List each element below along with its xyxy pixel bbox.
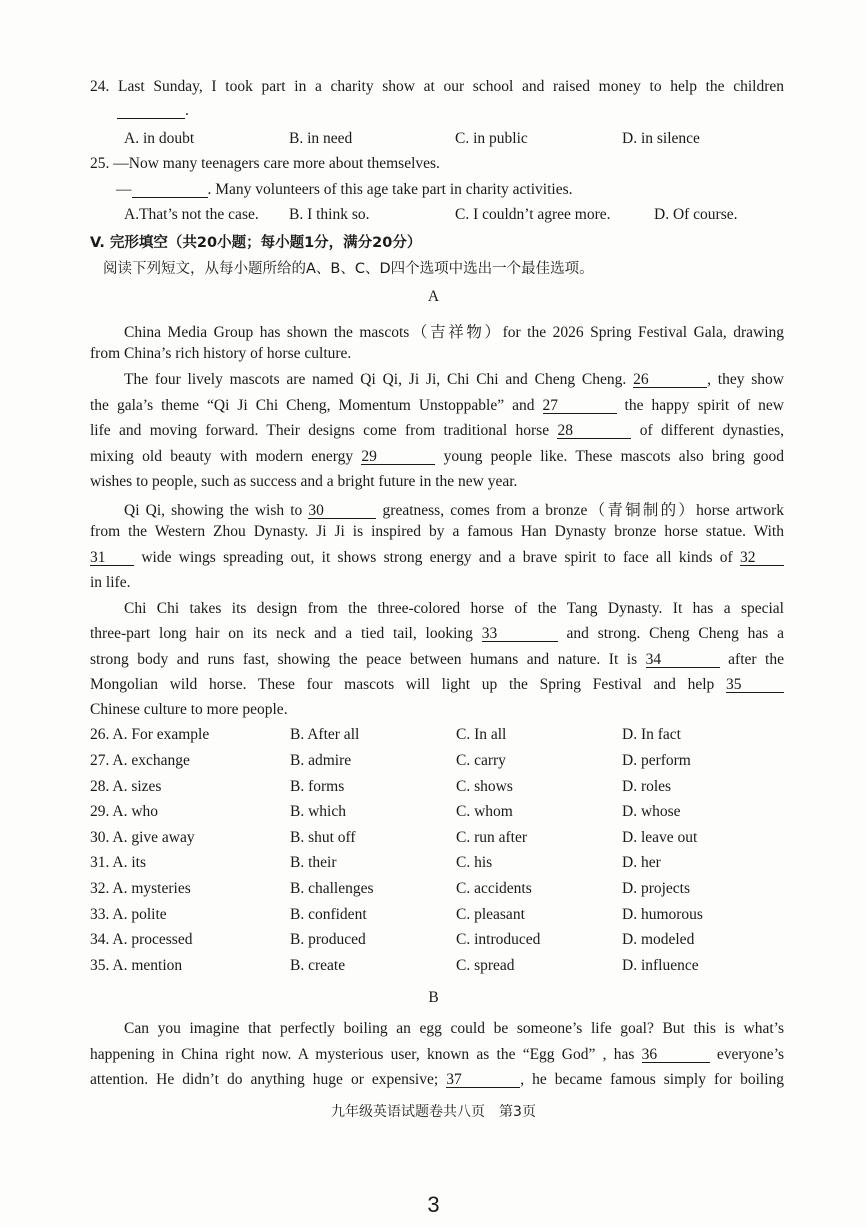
option-27c: C. carry (456, 752, 506, 769)
option-33d: D. humorous (622, 906, 703, 923)
section-instruction: 阅读下列短文，从每小题所给的A、B、C、D四个选项中选出一个最佳选项。 (103, 261, 594, 277)
passage-a-line-12: Chi Chi takes its design from the three-colored horse of the Tang Dynasty. It has a special (124, 600, 784, 617)
option-28b: B. forms (290, 778, 345, 795)
text-segment: greatness, comes from a bronze（青铜制的）horse artwork (382, 502, 784, 519)
text-segment: and strong. Cheng Cheng has a (566, 625, 785, 642)
option-31b: B. their (290, 854, 337, 871)
option-32d: D. projects (622, 880, 691, 897)
option-33c: C. pleasant (456, 906, 525, 923)
option-32c: C. accidents (456, 880, 532, 897)
option-34c: C. introduced (456, 931, 541, 948)
option-34a: 34. A. processed (90, 931, 193, 948)
text-segment: , they show (707, 371, 784, 388)
option-30c: C. run after (456, 829, 528, 846)
option-32b: B. challenges (290, 880, 374, 897)
option-29b: B. which (290, 803, 346, 820)
option-34b: B. produced (290, 931, 366, 948)
option-35c: C. spread (456, 957, 515, 974)
passage-a-line-10 (90, 549, 784, 567)
text-segment: The four lively mascots are named Qi Qi, Ji Ji, Chi Chi and Cheng Cheng. (124, 371, 627, 388)
option-31c: C. his (456, 854, 493, 871)
blank-35: 35 (726, 677, 784, 693)
text-segment: young people like. These mascots also bring good (443, 448, 785, 465)
option-26a: 26. A. For example (90, 726, 210, 743)
q24-blank-tail: . (185, 102, 189, 119)
q24-option-c: C. in public (455, 130, 528, 147)
blank-26: 26 (633, 372, 707, 388)
blank-29: 29 (361, 449, 435, 465)
blank-33: 33 (482, 626, 558, 642)
text-segment: mixing old beauty with modern energy (90, 448, 354, 465)
passage-a-line-15 (90, 676, 784, 694)
blank-28: 28 (557, 423, 631, 439)
text-segment: happening in China right now. A mysterious user, known as the “Egg God” , has (90, 1046, 635, 1063)
q25-option-c: C. I couldn’t agree more. (455, 206, 611, 223)
passage-b-line-1: Can you imagine that perfectly boiling an egg could be someone’s life goal? But this is what’s (124, 1020, 784, 1037)
text-segment: everyone’s (716, 1046, 785, 1063)
passage-a-line-2: from China’s rich history of horse culture. (90, 345, 352, 362)
passage-b-line-2 (90, 1046, 784, 1064)
text-segment: after the (728, 651, 784, 668)
q24-blank (117, 103, 185, 119)
blank-37: 37 (446, 1072, 520, 1088)
q25-option-a: A.That’s not the case. (124, 206, 259, 223)
option-26d: D. In fact (622, 726, 681, 743)
blank-34: 34 (646, 652, 720, 668)
q24-option-a: A. in doubt (124, 130, 195, 147)
passage-a-line-5 (90, 422, 784, 440)
option-33a: 33. A. polite (90, 906, 167, 923)
blank-27: 27 (543, 398, 617, 414)
option-28a: 28. A. sizes (90, 778, 162, 795)
text-segment: of different dynasties, (639, 422, 784, 439)
text-segment: strong body and runs fast, showing the peace between humans and nature. It is (90, 651, 638, 668)
option-29a: 29. A. who (90, 803, 159, 820)
option-27d: D. perform (622, 752, 691, 769)
text-segment: the gala’s theme “Qi Ji Chi Cheng, Momentum Unstoppable” and (90, 397, 535, 414)
option-27b: B. admire (290, 752, 352, 769)
q24-stem: 24. Last Sunday, I took part in a charity show at our school and raised money to help the children (90, 78, 784, 95)
option-31d: D. her (622, 854, 661, 871)
passage-a-line-13 (90, 625, 784, 643)
option-29d: D. whose (622, 803, 681, 820)
page-number: 3 (427, 1192, 440, 1217)
passage-a-line-7: wishes to people, such as success and a bright future in the new year. (90, 473, 518, 490)
option-27a: 27. A. exchange (90, 752, 190, 769)
text-segment: life and moving forward. Their designs come from traditional horse (90, 422, 550, 439)
passage-a-line-3 (124, 371, 784, 389)
text-segment: three-part long hair on its neck and a tied tail, looking (90, 625, 473, 642)
passage-a-line-8 (124, 498, 784, 520)
text-segment: , he became famous simply for boiling (520, 1071, 785, 1088)
text-segment: Mongolian wild horse. These four mascots will light up the Spring Festival and help (90, 676, 715, 693)
passage-a-line-11: in life. (90, 574, 131, 591)
option-30d: D. leave out (622, 829, 698, 846)
passage-a-line-1: China Media Group has shown the mascots（吉祥物）for the 2026 Spring Festival Gala, drawing (124, 324, 784, 341)
option-35d: D. influence (622, 957, 699, 974)
text-segment: the happy spirit of new (624, 397, 785, 414)
blank-31: 31 (90, 550, 134, 566)
blank-30: 30 (308, 503, 376, 519)
text-segment: wide wings spreading out, it shows strong energy and a brave spirit to face all kinds of (141, 549, 733, 566)
option-34d: D. modeled (622, 931, 695, 948)
option-26c: C. In all (456, 726, 507, 743)
q25-reply (116, 181, 573, 199)
blank-32: 32 (740, 550, 784, 566)
q24-option-d: D. in silence (622, 130, 700, 147)
passage-a-line-6 (90, 448, 784, 466)
option-35b: B. create (290, 957, 346, 974)
q24-blank-line (117, 102, 189, 120)
passage-b-line-3 (90, 1071, 784, 1089)
option-29c: C. whom (456, 803, 513, 820)
blank-36: 36 (642, 1047, 710, 1063)
option-31a: 31. A. its (90, 854, 146, 871)
q25-reply-text: . Many volunteers of this age take part in charity activities. (207, 181, 573, 198)
passage-a-line-9: from the Western Zhou Dynasty. Ji Ji is inspired by a famous Han Dynasty bronze horse statue. With (90, 523, 784, 540)
option-32a: 32. A. mysteries (90, 880, 191, 897)
passage-a-line-14 (90, 651, 784, 669)
option-30a: 30. A. give away (90, 829, 195, 846)
passage-a-line-16: Chinese culture to more people. (90, 701, 288, 718)
text-segment: attention. He didn’t do anything huge or expensive; (90, 1071, 439, 1088)
q25-option-d: D. Of course. (654, 206, 738, 223)
option-26b: B. After all (290, 726, 360, 743)
q24-option-b: B. in need (289, 130, 353, 147)
option-33b: B. confident (290, 906, 367, 923)
q25-blank (132, 182, 208, 198)
option-28d: D. roles (622, 778, 672, 795)
q25-option-b: B. I think so. (289, 206, 370, 223)
passage-b-label: B (428, 989, 439, 1006)
passage-a-line-4 (90, 397, 784, 415)
option-35a: 35. A. mention (90, 957, 183, 974)
option-30b: B. shut off (290, 829, 356, 846)
passage-a-label: A (427, 288, 440, 305)
q25-stem: 25. —Now many teenagers care more about themselves. (90, 155, 440, 172)
section-heading: V. 完形填空（共20小题；每小题1分，满分20分） (90, 235, 422, 251)
page-footer: 九年级英语试题卷共八页 第3页 (331, 1104, 536, 1120)
q25-dash: — (116, 181, 132, 198)
text-segment: Qi Qi, showing the wish to (124, 502, 303, 519)
option-28c: C. shows (456, 778, 513, 795)
